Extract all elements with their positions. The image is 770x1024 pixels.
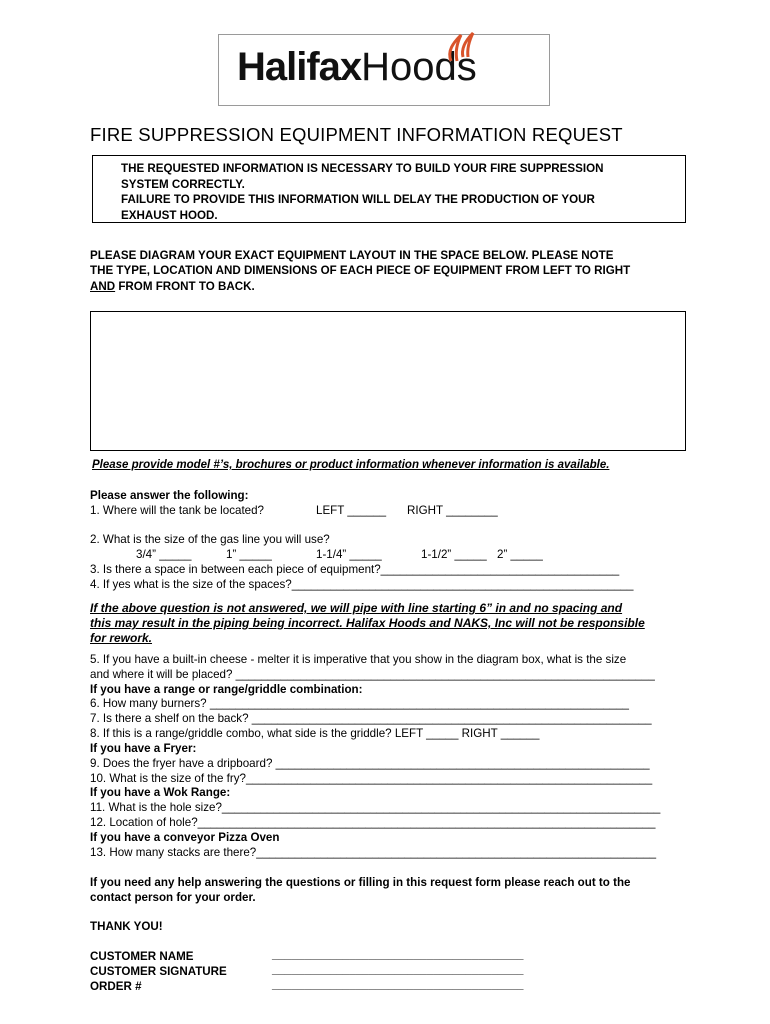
page-title: FIRE SUPPRESSION EQUIPMENT INFORMATION REQUEST <box>90 124 623 145</box>
q1-left-option[interactable]: LEFT ______ <box>316 504 387 517</box>
warning-line-3: for rework. <box>90 631 153 645</box>
customer-signature-field[interactable]: _______________________________________ <box>272 963 524 976</box>
question-4[interactable]: 4. If yes what is the size of the spaces?_____________________________________________________ <box>90 578 634 591</box>
q1-right-option[interactable]: RIGHT ________ <box>407 504 498 517</box>
logo-brand-light: Hoods <box>361 45 477 89</box>
fryer-section-header: If you have a Fryer: <box>90 742 197 755</box>
question-13[interactable]: 13. How many stacks are there?______________________________________________________________ <box>90 846 657 859</box>
question-8[interactable]: 8. If this is a range/griddle combo, what side is the griddle? LEFT _____ RIGHT ______ <box>90 727 540 740</box>
notice-line-2: SYSTEM CORRECTLY. <box>121 177 245 191</box>
model-info-note: Please provide model #’s, brochures or product information whenever information is available. <box>92 459 610 471</box>
question-7[interactable]: 7. Is there a shelf on the back? ______________________________________________________________ <box>90 712 652 725</box>
instruction-line-3 <box>90 280 255 293</box>
instruction-line-2: THE TYPE, LOCATION AND DIMENSIONS OF EACH PIECE OF EQUIPMENT FROM LEFT TO RIGHT <box>90 264 631 277</box>
notice-line-3: FAILURE TO PROVIDE THIS INFORMATION WILL DELAY THE PRODUCTION OF YOUR <box>121 193 595 206</box>
order-number-label: ORDER # <box>90 980 142 993</box>
flame-icon <box>441 27 481 67</box>
customer-signature-label: CUSTOMER SIGNATURE <box>90 965 227 978</box>
company-logo <box>218 34 550 106</box>
order-number-field[interactable]: _______________________________________ <box>272 978 524 991</box>
question-5-line-1: 5. If you have a built-in cheese - melter it is imperative that you show in the diagram box, what is the size <box>90 653 627 666</box>
question-11[interactable]: 11. What is the hole size?____________________________________________________________________ <box>90 801 661 814</box>
notice-box <box>92 155 686 223</box>
warning-line-1: If the above question is not answered, we will pipe with line starting 6” in and no spacing and <box>90 601 623 615</box>
instruction-line-3-rest: FROM FRONT TO BACK. <box>115 280 255 293</box>
q2-option-1-1-4[interactable]: 1-1/4” _____ <box>316 548 382 561</box>
question-1: 1. Where will the tank be located? <box>90 504 265 517</box>
help-line-2: contact person for your order. <box>90 891 256 904</box>
equipment-diagram-box[interactable] <box>90 311 686 451</box>
pizza-section-header: If you have a conveyor Pizza Oven <box>90 831 280 844</box>
q2-option-3-4[interactable]: 3/4” _____ <box>136 548 192 561</box>
wok-section-header: If you have a Wok Range: <box>90 786 231 799</box>
q2-option-2[interactable]: 2” _____ <box>497 548 543 561</box>
q2-option-1[interactable]: 1” _____ <box>226 548 272 561</box>
help-line-1: If you need any help answering the questions or filling in this request form please reach out to the <box>90 876 631 889</box>
thank-you: THANK YOU! <box>90 920 163 933</box>
question-5-line-2[interactable]: and where it will be placed? _________________________________________________________________ <box>90 668 655 681</box>
question-2: 2. What is the size of the gas line you will use? <box>90 533 330 546</box>
question-10[interactable]: 10. What is the size of the fry?_______________________________________________________________ <box>90 772 653 785</box>
warning-line-2: this may result in the piping being incorrect. Halifax Hoods and NAKS, Inc will not be responsible <box>90 616 645 630</box>
logo-brand-bold: Halifax <box>237 45 362 89</box>
instruction-and: AND <box>90 280 116 293</box>
customer-name-label: CUSTOMER NAME <box>90 950 194 963</box>
q2-option-1-1-2[interactable]: 1-1/2” _____ <box>421 548 487 561</box>
customer-name-field[interactable]: _______________________________________ <box>272 948 524 961</box>
question-6[interactable]: 6. How many burners? _________________________________________________________________ <box>90 697 629 710</box>
instruction-line-1: PLEASE DIAGRAM YOUR EXACT EQUIPMENT LAYOUT IN THE SPACE BELOW. PLEASE NOTE <box>90 249 614 262</box>
questions-header: Please answer the following: <box>90 489 249 502</box>
range-section-header: If you have a range or range/griddle combination: <box>90 683 363 696</box>
notice-line-4: EXHAUST HOOD. <box>121 208 218 222</box>
question-3[interactable]: 3. Is there a space in between each piece of equipment?_____________________________________ <box>90 563 620 576</box>
notice-line-1: THE REQUESTED INFORMATION IS NECESSARY TO BUILD YOUR FIRE SUPPRESSION <box>121 162 604 175</box>
question-9[interactable]: 9. Does the fryer have a dripboard? __________________________________________________________ <box>90 757 650 770</box>
question-12[interactable]: 12. Location of hole?_______________________________________________________________________ <box>90 816 656 829</box>
